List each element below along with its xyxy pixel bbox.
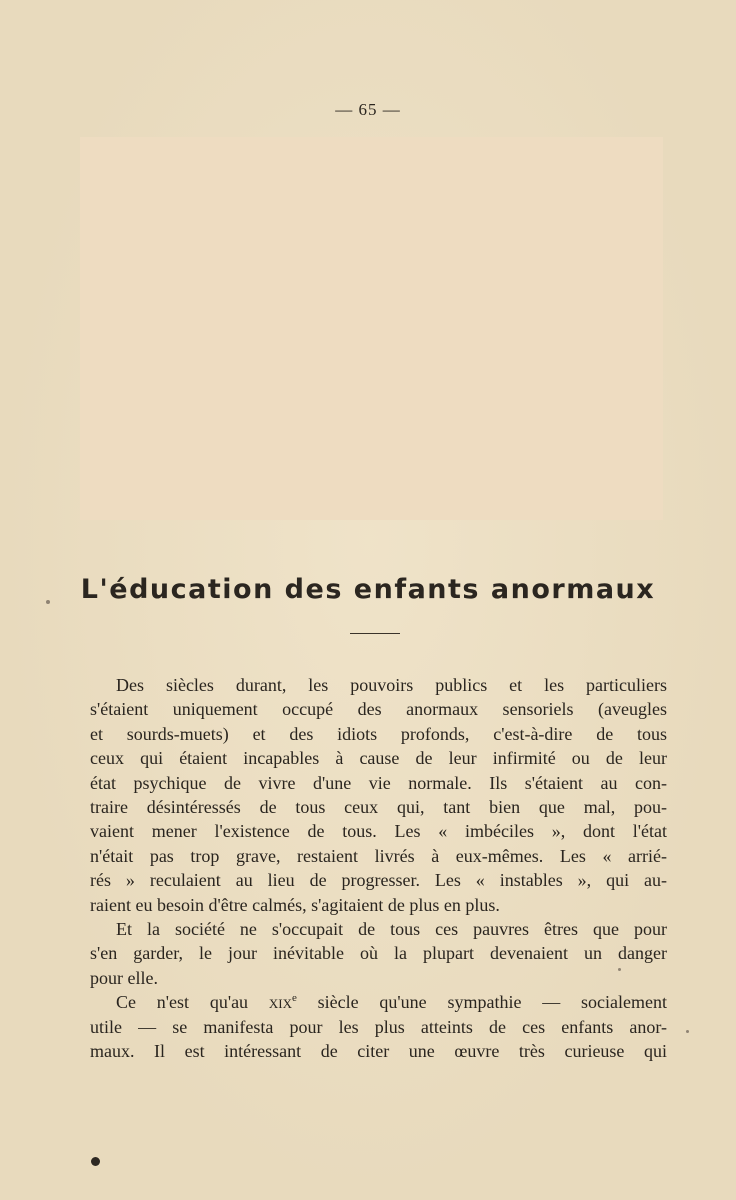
text-fragment: siècle qu'une sympathie — socialement (296, 992, 667, 1013)
text-line: n'était pas trop grave, restaient livrés à eux-mêmes. Les « arrié- (90, 845, 667, 866)
text-line: utile — se manifesta pour les plus atteints de ces enfants anor- (90, 1016, 667, 1037)
century-superscript: e (291, 992, 297, 1005)
body-text (90, 673, 667, 1064)
text-line: rés » reculaient au lieu de progresser. Les « instables », qui au- (90, 870, 667, 891)
paper-speck (686, 1030, 689, 1033)
century-roman: xix (268, 992, 292, 1013)
text-line: et sourds-muets) et des idiots profonds, c'est-à-dire de tous (90, 723, 667, 744)
chapter-title: L'éducation des enfants anormaux (80, 574, 656, 605)
text-line: maux. Il est intéressant de citer une œuvre très curieuse qui (90, 1041, 667, 1062)
text-line: état psychique de vivre d'une vie normale. Ils s'étaient au con- (90, 772, 667, 793)
paper-speck (46, 600, 50, 604)
blank-illustration-area (80, 137, 663, 520)
text-line: traire désintéressés de tous ceux qui, tant bien que mal, pou- (90, 797, 667, 818)
paper-speck (618, 968, 621, 971)
text-line: Et la société ne s'occupait de tous ces pauvres êtres que pour (116, 919, 667, 940)
text-fragment: Ce n'est qu'au (116, 992, 269, 1013)
text-line: ceux qui étaient incapables à cause de leur infirmité ou de leur (90, 748, 667, 769)
text-line: s'en garder, le jour inévitable où la plupart devenaient un danger (90, 943, 667, 964)
text-line: vaient mener l'existence de tous. Les « imbéciles », dont l'état (90, 821, 667, 842)
text-line: Des siècles durant, les pouvoirs publics et les particuliers (116, 675, 667, 695)
text-line: pour elle. (90, 967, 158, 988)
page-number: — 65 — (335, 100, 401, 119)
ink-dot (91, 1157, 100, 1166)
text-line-century (90, 990, 667, 1014)
text-line: raient eu besoin d'être calmés, s'agitaient de plus en plus. (90, 894, 500, 915)
title-rule (350, 633, 400, 634)
text-line: s'étaient uniquement occupé des anormaux sensoriels (aveugles (90, 699, 667, 720)
